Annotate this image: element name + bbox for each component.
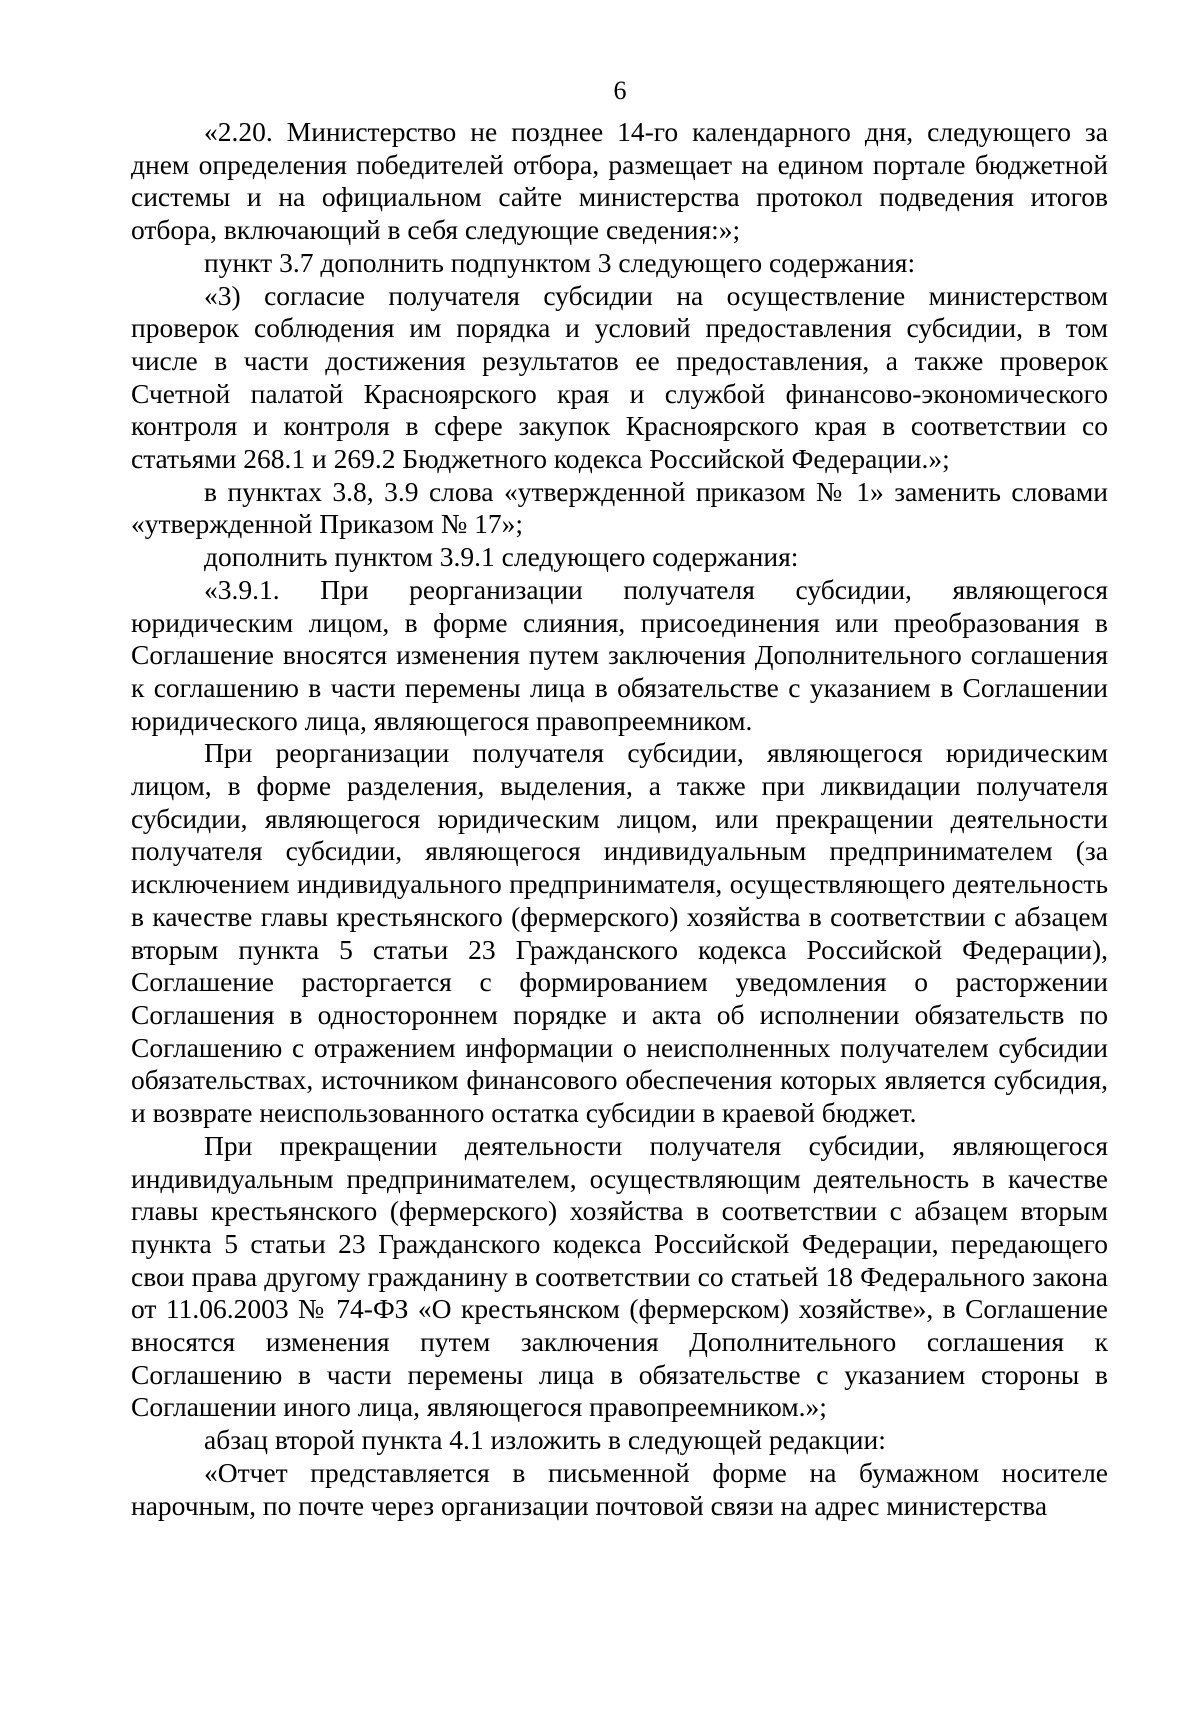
paragraph-add-3-9-1: дополнить пунктом 3.9.1 следующего содержания: xyxy=(204,541,799,573)
document-body xyxy=(131,116,1108,1522)
paragraph-amend-3-8-3-9: в пунктах 3.8, 3.9 слова «утвержденной приказом № 1» заменить словами «утвержденной Приказом № 17»; xyxy=(131,475,1108,540)
paragraph-reorganization: При реорганизации получателя субсидии, являющегося юридическим лицом, в форме разделения, выделения, а также при ликвидации получателя субсидии, являющегося юридическим лицом, или прекращении деятельности получателя субсидии, являющегося индивидуальным предпринимателем (за исключением индивидуального предпринимателя, осуществляющего деятельность в качестве главы крестьянского (фермерского) хозяйства в соответствии с абзацем вторым пункта 5 статьи 23 Гражданского кодекса Российской Федерации), Соглашение расторгается с формированием уведомления о расторжении Соглашения в одностороннем порядке и акта об исполнении обязательств по Соглашению с отражением информации о неисполненных получателем субсидии обязательствах, источником финансового обеспечения которых является субсидия, и возврате неиспользованного остатка субсидии в краевой бюджет. xyxy=(131,737,1108,1129)
paragraph-amend-4-1: абзац второй пункта 4.1 изложить в следующей редакции: xyxy=(204,1424,886,1456)
paragraph-report-submission: «Отчет представляется в письменной форме на бумажном носителе нарочным, по почте через организации почтовой связи на адрес министерства xyxy=(131,1456,1108,1521)
paragraph-clause-3-9-1: «3.9.1. При реорганизации получателя субсидии, являющегося юридическим лицом, в форме слияния, присоединения или преобразования в Соглашение вносятся изменения путем заключения Дополнительного соглашения к соглашению в части перемены лица в обязательстве с указанием в Соглашении юридического лица, являющегося правопреемником. xyxy=(131,573,1108,736)
paragraph-farm-termination: При прекращении деятельности получателя субсидии, являющегося индивидуальным предпринимателем, осуществляющим деятельность в качестве главы крестьянского (фермерского) хозяйства в соответствии с абзацем вторым пункта 5 статьи 23 Гражданского кодекса Российской Федерации, передающего свои права другому гражданину в соответствии со статьей 18 Федерального закона от 11.06.2003 № 74-ФЗ «О крестьянском (фермерском) хозяйстве», в Соглашение вносятся изменения путем заключения Дополнительного соглашения к Соглашению в части перемены лица в обязательстве с указанием стороны в Соглашении иного лица, являющегося правопреемником.»; xyxy=(131,1129,1108,1423)
paragraph-subpoint-3: «3) согласие получателя субсидии на осуществление министерством проверок соблюдения им порядка и условий предоставления субсидии, в том числе в части достижения результатов ее предоставления, а также проверок Счетной палатой Красноярского края и службой финансово-экономического контроля и контроля в сфере закупок Красноярского края в соответствии со статьями 268.1 и 269.2 Бюджетного кодекса Российской Федерации.»; xyxy=(131,279,1108,475)
paragraph-amend-3-7: пункт 3.7 дополнить подпунктом 3 следующего содержания: xyxy=(204,246,916,278)
paragraph-clause-2-20: «2.20. Министерство не позднее 14-го календарного дня, следующего за днем определения победителей отбора, размещает на едином портале бюджетной системы и на официальном сайте министерства протокол подведения итогов отбора, включающий в себя следующие сведения:»; xyxy=(131,116,1108,246)
page-number: 6 xyxy=(613,76,627,105)
